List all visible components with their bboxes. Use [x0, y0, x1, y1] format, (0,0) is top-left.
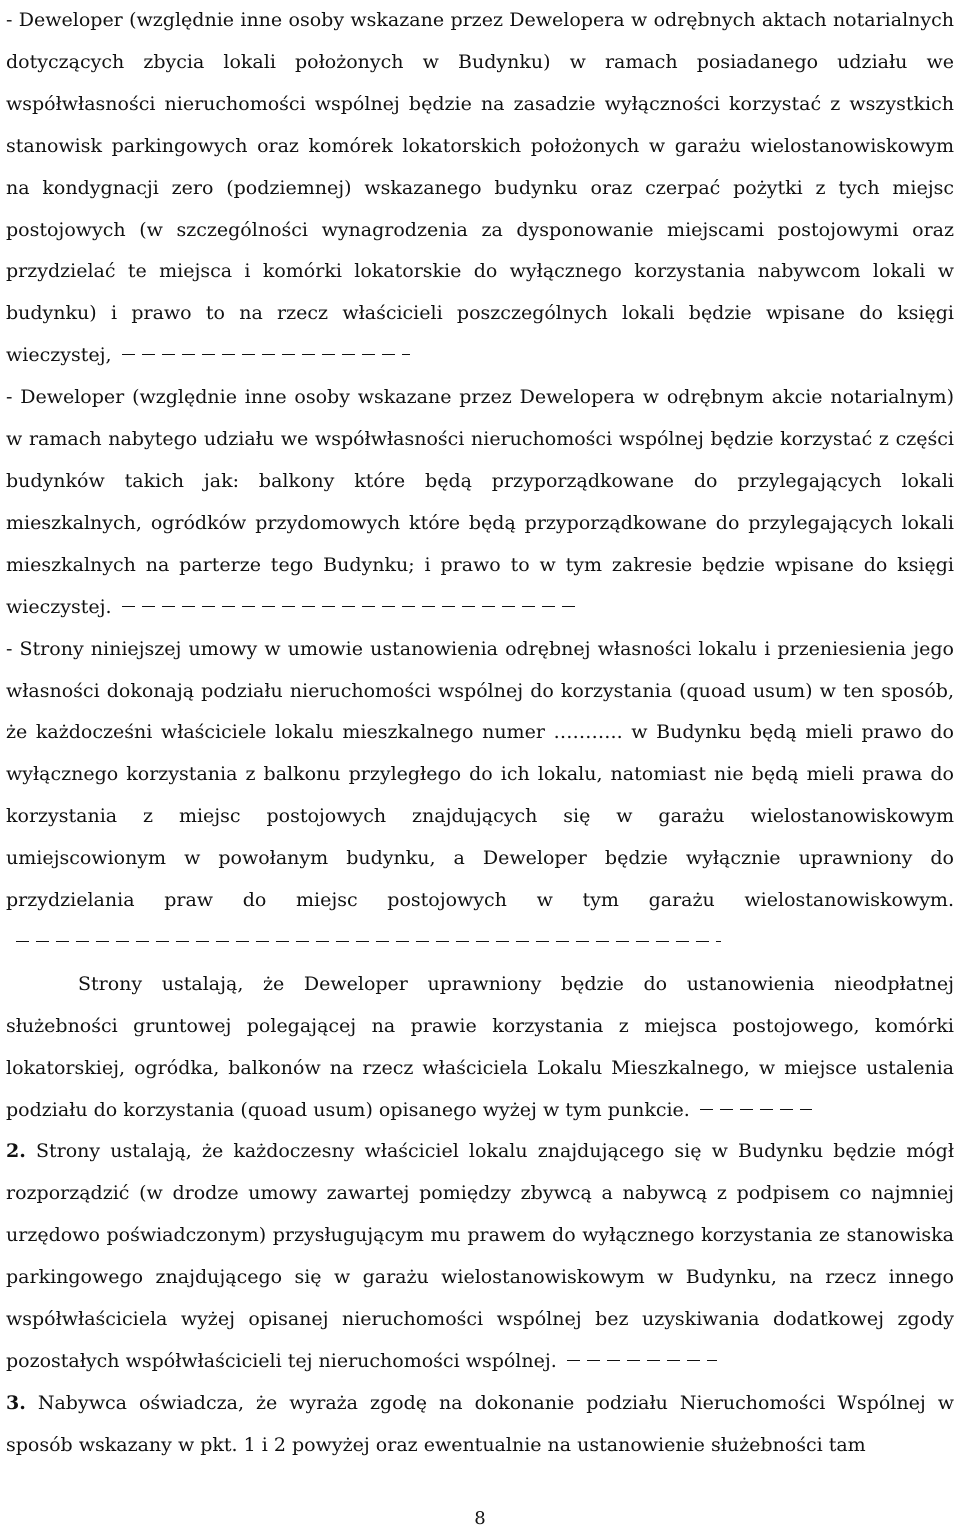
- paragraph-text: - Strony niniejszej umowy w umowie ustanowienia odrębnej własności lokalu i przeniesienia jego własności dokonają podziału nieruchomości wspólnej do korzystania (quoad usum) w ten sposób, że każdocześni właściciele lokalu mieszkalnego numer ……….. w Budynku będą mieli prawo do wyłącznego korzystania z balkonu przyległego do ich lokalu, natomiast nie będą mieli prawa do korzystania z miejsc postojowych znajdujących się w garażu wielostanowiskowym umiejscowionym w powołanym budynku, a Deweloper będzie wyłącznie uprawniony do przydzielania praw do miejsc postojowych w tym garażu wielostanowiskowym.: [6, 637, 954, 912]
- paragraph-point-2: [6, 1131, 954, 1382]
- point-number: 2.: [6, 1140, 26, 1163]
- paragraph-quoad-usum-division: [6, 629, 954, 964]
- dash-filler-line: [700, 1109, 812, 1110]
- paragraph-easement: [6, 964, 954, 1132]
- paragraph-text: Strony ustalają, że Deweloper uprawniony będzie do ustanowienia nieodpłatnej służebności gruntowej polegającej na prawie korzystania z miejsca postojowego, komórki lokatorskiej, ogródka, balkonów na rzecz właściciela Lokalu Mieszkalnego, w miejsce ustalenia podziału do korzystania (quoad usum) opisanego wyżej w tym punkcie.: [6, 972, 954, 1121]
- dash-filler-line: [122, 606, 582, 607]
- paragraph-text: Nabywca oświadcza, że wyraża zgodę na dokonanie podziału Nieruchomości Wspólnej w sposób wskazany w pkt. 1 i 2 powyżej oraz ewentualnie na ustanowienie służebności tam: [6, 1391, 954, 1456]
- dash-filler-line: [16, 941, 721, 942]
- dash-filler-line: [567, 1360, 717, 1361]
- paragraph-point-3: [6, 1383, 954, 1467]
- point-number: 3.: [6, 1391, 26, 1414]
- paragraph-text: Strony ustalają, że każdoczesny właściciel lokalu znajdującego się w Budynku będzie mógł rozporządzić (w drodze umowy zawartej pomiędzy zbywcą a nabywcą z podpisem co najmniej urzędowo poświadczonym) przysługującym mu prawem do wyłącznego korzystania ze stanowiska parkingowego znajdującego się w garażu wielostanowiskowym w Budynku, na rzecz innego współwłaściciela wyżej opisanej nieruchomości wspólnej bez uzyskiwania dodatkowej zgody pozostałych współwłaścicieli tej nieruchomości wspólnej.: [6, 1140, 954, 1372]
- paragraph-text: - Deweloper (względnie inne osoby wskazane przez Dewelopera w odrębnym akcie notarialnym) w ramach nabytego udziału we współwłasności nieruchomości wspólnej będzie korzystać z części budynków takich jak: balkony które będą przyporządkowane do przylegających lokali mieszkalnych, ogródków przydomowych które będą przyporządkowane do przylegających lokali mieszkalnych na parterze tego Budynku; i prawo to w tym zakresie będzie wpisane do księgi wieczystej.: [6, 386, 954, 618]
- paragraph-developer-balconies-gardens: [6, 377, 954, 628]
- page-number: 8: [474, 1508, 486, 1529]
- document-page: [6, 0, 954, 1467]
- dash-filler-line: [122, 354, 410, 355]
- paragraph-developer-parking-rights: [6, 0, 954, 377]
- paragraph-text: - Deweloper (względnie inne osoby wskazane przez Dewelopera w odrębnych aktach notarialnych dotyczących zbycia lokali położonych w Budynku) w ramach posiadanego udziału we współwłasności nieruchomości wspólnej będzie na zasadzie wyłączności korzystać z wszystkich stanowisk parkingowych oraz komórek lokatorskich położonych w garażu wielostanowiskowym na kondygnacji zero (podziemnej) wskazanego budynku oraz czerpać pożytki z tych miejsc postojowych (w szczególności wynagrodzenia za dysponowanie miejscami postojowymi oraz przydzielać te miejsca i komórki lokatorskie do wyłącznego korzystania nabywcom lokali w budynku) i prawo to na rzecz właścicieli poszczególnych lokali będzie wpisane do księgi wieczystej,: [6, 9, 954, 367]
